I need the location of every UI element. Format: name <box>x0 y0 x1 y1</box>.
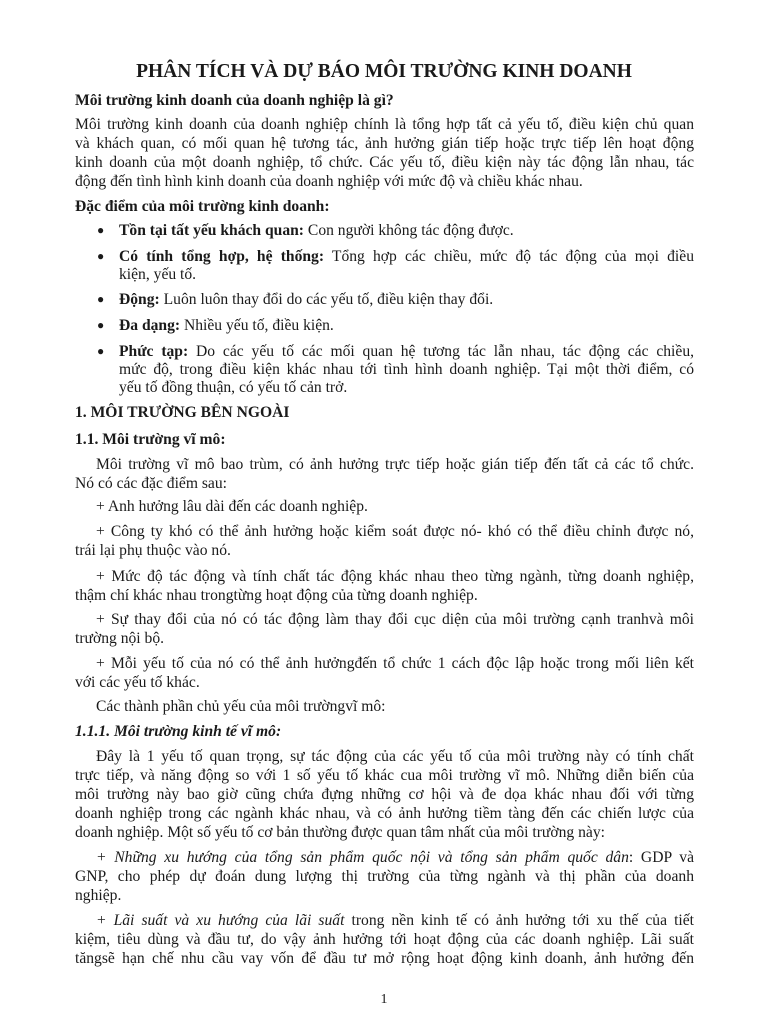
paragraph-line: môi trường này bao giờ cũng chứa đựng những cơ hội và đe dọa khác nhau đối với từng <box>75 786 694 803</box>
bullet-term: Phức tạp: <box>119 343 189 360</box>
italic-phrase: + Lãi suất và xu hướng của lãi suất <box>96 912 345 929</box>
bullet-term: Có tính tổng hợp, hệ thống: <box>119 248 325 265</box>
bullet-icon: ● <box>97 344 105 358</box>
question-heading: Môi trường kinh doanh của doanh nghiệp là gì? <box>75 92 394 109</box>
paragraph-line: GNP, cho phép dự đoán dung lượng thị trường của từng ngành và thị phần của doanh <box>75 868 694 885</box>
paragraph-line: + Mức độ tác động và tính chất tác động khác nhau theo từng ngành, từng doanh nghiệp, <box>96 568 694 585</box>
paragraph-line <box>96 911 694 930</box>
intro-line: động đến tình hình kinh doanh của doanh nghiệp với mức độ và chiều khác nhau. <box>75 173 583 190</box>
bullet-item <box>119 221 514 240</box>
subsection-heading: 1.1. Môi trường vĩ mô: <box>75 431 226 448</box>
paragraph-line: với các yếu tố khác. <box>75 674 200 691</box>
bullet-term: Động: <box>119 291 160 308</box>
subsubsection-heading: 1.1.1. Môi trường kinh tế vĩ mô: <box>75 723 282 740</box>
bullet-text: Con người không tác động được. <box>304 222 514 239</box>
bullet-item <box>119 342 694 361</box>
italic-phrase: + Những xu hướng của tổng sản phẩm quốc nội và tổng sản phẩm quốc dân <box>96 849 629 866</box>
bullet-item <box>119 316 334 335</box>
bullet-text: yếu tố đồng thuận, có yếu tố cản trở. <box>119 379 348 396</box>
document-title: PHÂN TÍCH VÀ DỰ BÁO MÔI TRƯỜNG KINH DOANH <box>136 61 632 82</box>
bullet-item <box>119 247 694 266</box>
paragraph-line <box>96 848 694 867</box>
paragraph-line: Nó có các đặc điểm sau: <box>75 475 227 492</box>
paragraph-line: Môi trường vĩ mô bao trùm, có ảnh hưởng trực tiếp hoặc gián tiếp đến tất cả các tổ chức. <box>96 456 694 473</box>
paragraph-line: Đây là 1 yếu tố quan trọng, sự tác động của các yếu tố của môi trường này có tính chất <box>96 748 694 765</box>
intro-line: kinh doanh của một doanh nghiệp, tổ chức. Các yếu tố, điều kiện này tác động lẫn nhau, tác <box>75 154 694 171</box>
paragraph-line: trực tiếp, và năng động so với 1 số yếu tố khác cua môi trường vĩ mô. Những diễn biến của <box>75 767 694 784</box>
paragraph-line: tăngsẽ hạn chế nhu cầu vay vốn để đầu tư mở rộng hoạt động kinh doanh, ảnh hưởng đến <box>75 950 694 967</box>
bullet-icon: ● <box>97 292 105 306</box>
intro-line: và khách quan, có mối quan hệ tương tác, ảnh hưởng gián tiếp hoặc trực tiếp lên hoạt động <box>75 135 694 152</box>
section-heading: 1. MÔI TRƯỜNG BÊN NGOÀI <box>75 404 290 421</box>
features-heading: Đặc điểm của môi trường kinh doanh: <box>75 198 330 215</box>
bullet-text: Do các yếu tố các mối quan hệ tương tác lẫn nhau, tác động các chiều, <box>188 343 695 360</box>
paragraph-line: doanh nghiệp. Một số yếu tố cơ bản thường được quan tâm nhất của môi trường này: <box>75 824 605 841</box>
intro-line: Môi trường kinh doanh của doanh nghiệp chính là tổng hợp tất cả yếu tố, điều kiện chủ quan <box>75 116 694 133</box>
paragraph-line: trường nội bộ. <box>75 630 165 647</box>
paragraph-line: + Mỗi yếu tố của nó có thể ảnh hưởngđến tổ chức 1 cách độc lập hoặc trong mối liên kết <box>96 655 694 672</box>
text-run: : GDP và <box>628 849 694 866</box>
bullet-term: Đa dạng: <box>119 317 181 334</box>
bullet-text: Tổng hợp các chiều, mức độ tác động của mọi điều <box>324 248 694 265</box>
bullet-term: Tồn tại tất yếu khách quan: <box>119 222 305 239</box>
bullet-icon: ● <box>97 249 105 263</box>
paragraph-line: nghiệp. <box>75 887 122 904</box>
paragraph-line: + Sự thay đổi của nó có tác động làm thay đổi cục diện của môi trường cạnh tranhvà môi <box>96 611 694 628</box>
paragraph-line: kiệm, tiêu dùng và đầu tư, do vậy ảnh hưởng tới hoạt động của các doanh nghiệp. Lãi suất <box>75 931 694 948</box>
paragraph-line: + Công ty khó có thể ảnh hưởng hoặc kiểm soát được nó- khó có thể điều chỉnh được nó, <box>96 523 694 540</box>
bullet-icon: ● <box>97 318 105 332</box>
paragraph-line: doanh nghiệp trong các ngành khác nhau, và có ảnh hưởng tiềm tàng đến các chiến lược của <box>75 805 694 822</box>
paragraph-line: Các thành phần chủ yếu của môi trườngvĩ mô: <box>96 698 386 715</box>
paragraph-line: thậm chí khác nhau trongtừng hoạt động của từng doanh nghiệp. <box>75 587 478 604</box>
bullet-text: Luôn luôn thay đổi do các yếu tố, điều kiện thay đổi. <box>159 291 494 308</box>
bullet-item <box>119 290 493 309</box>
page-number: 1 <box>380 992 388 1007</box>
text-run: trong nền kinh tế có ảnh hưởng tới xu thế của tiết <box>344 912 695 929</box>
bullet-text: kiện, yếu tố. <box>119 266 197 283</box>
paragraph-line: + Anh hưởng lâu dài đến các doanh nghiệp. <box>96 498 368 515</box>
bullet-icon: ● <box>97 223 105 237</box>
bullet-text: mức độ, trong điều kiện khác nhau tới tình hình doanh nghiệp. Tại một thời điểm, có <box>119 361 694 378</box>
paragraph-line: trái lại phụ thuộc vào nó. <box>75 542 231 559</box>
bullet-text: Nhiều yếu tố, điều kiện. <box>180 317 334 334</box>
